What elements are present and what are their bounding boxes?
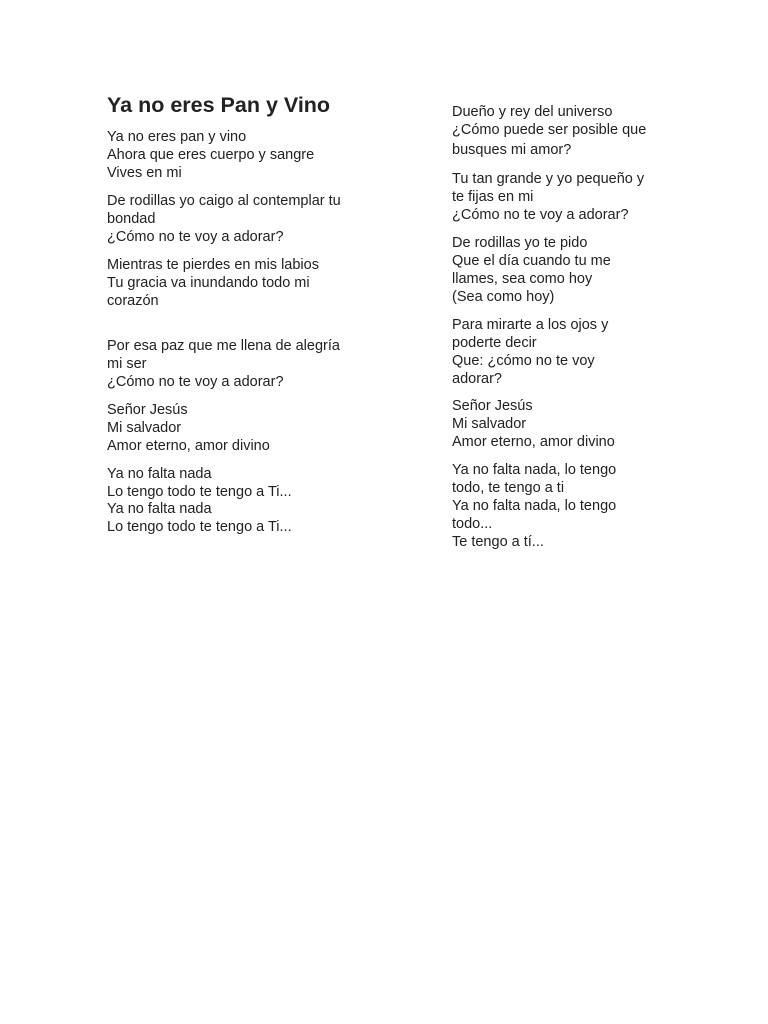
lyric-line: Vives en mi — [107, 165, 182, 181]
lyric-line: ¿Cómo no te voy a adorar? — [107, 374, 284, 390]
lyric-line: Que: ¿cómo no te voy — [452, 353, 595, 369]
lyric-line: Tu tan grande y yo pequeño y — [452, 171, 645, 187]
lyric-line: Ya no eres pan y vino — [107, 129, 247, 145]
lyric-line: Ya no falta nada, lo tengo — [452, 462, 617, 478]
lyric-line: llames, sea como hoy — [452, 271, 593, 287]
lyric-line: Mientras te pierdes en mis labios — [107, 257, 319, 273]
lyric-line: Dueño y rey del universo — [452, 104, 613, 120]
lyric-line: todo, te tengo a ti — [452, 480, 565, 496]
lyric-line: De rodillas yo te pido — [452, 235, 588, 251]
lyric-line: Por esa paz que me llena de alegría — [107, 338, 340, 354]
lyric-line: Señor Jesús — [107, 402, 188, 418]
lyric-line: ¿Cómo puede ser posible que — [452, 122, 647, 138]
lyric-line: Tu gracia va inundando todo mi — [107, 275, 310, 291]
lyric-line: Amor eterno, amor divino — [107, 438, 270, 454]
lyric-line: (Sea como hoy) — [452, 289, 555, 305]
lyric-line: corazón — [107, 293, 159, 309]
lyric-line: Lo tengo todo te tengo a Ti... — [107, 484, 292, 500]
lyric-line: Que el día cuando tu me — [452, 253, 611, 269]
lyric-line: busques mi amor? — [452, 142, 572, 158]
lyric-line: Lo tengo todo te tengo a Ti... — [107, 519, 292, 535]
song-title: Ya no eres Pan y Vino — [107, 93, 331, 117]
lyric-line: Te tengo a tí... — [452, 534, 544, 550]
lyric-line: Para mirarte a los ojos y — [452, 317, 609, 333]
lyric-line: Ahora que eres cuerpo y sangre — [107, 147, 315, 163]
lyric-line: adorar? — [452, 371, 502, 387]
lyric-line: Señor Jesús — [452, 398, 533, 414]
lyric-line: poderte decir — [452, 335, 537, 351]
lyric-line: todo... — [452, 516, 493, 532]
lyric-line: Amor eterno, amor divino — [452, 434, 615, 450]
lyric-line: Ya no falta nada — [107, 466, 212, 482]
lyric-line: Ya no falta nada — [107, 501, 212, 517]
lyric-line: mi ser — [107, 356, 147, 372]
lyric-line: ¿Cómo no te voy a adorar? — [452, 207, 629, 223]
lyric-line: Mi salvador — [452, 416, 527, 432]
lyric-line: De rodillas yo caigo al contemplar tu — [107, 193, 341, 209]
lyric-line: Mi salvador — [107, 420, 182, 436]
lyric-line: bondad — [107, 211, 156, 227]
lyric-line: ¿Cómo no te voy a adorar? — [107, 229, 284, 245]
lyric-line: Ya no falta nada, lo tengo — [452, 498, 617, 514]
lyric-line: te fijas en mi — [452, 189, 534, 205]
